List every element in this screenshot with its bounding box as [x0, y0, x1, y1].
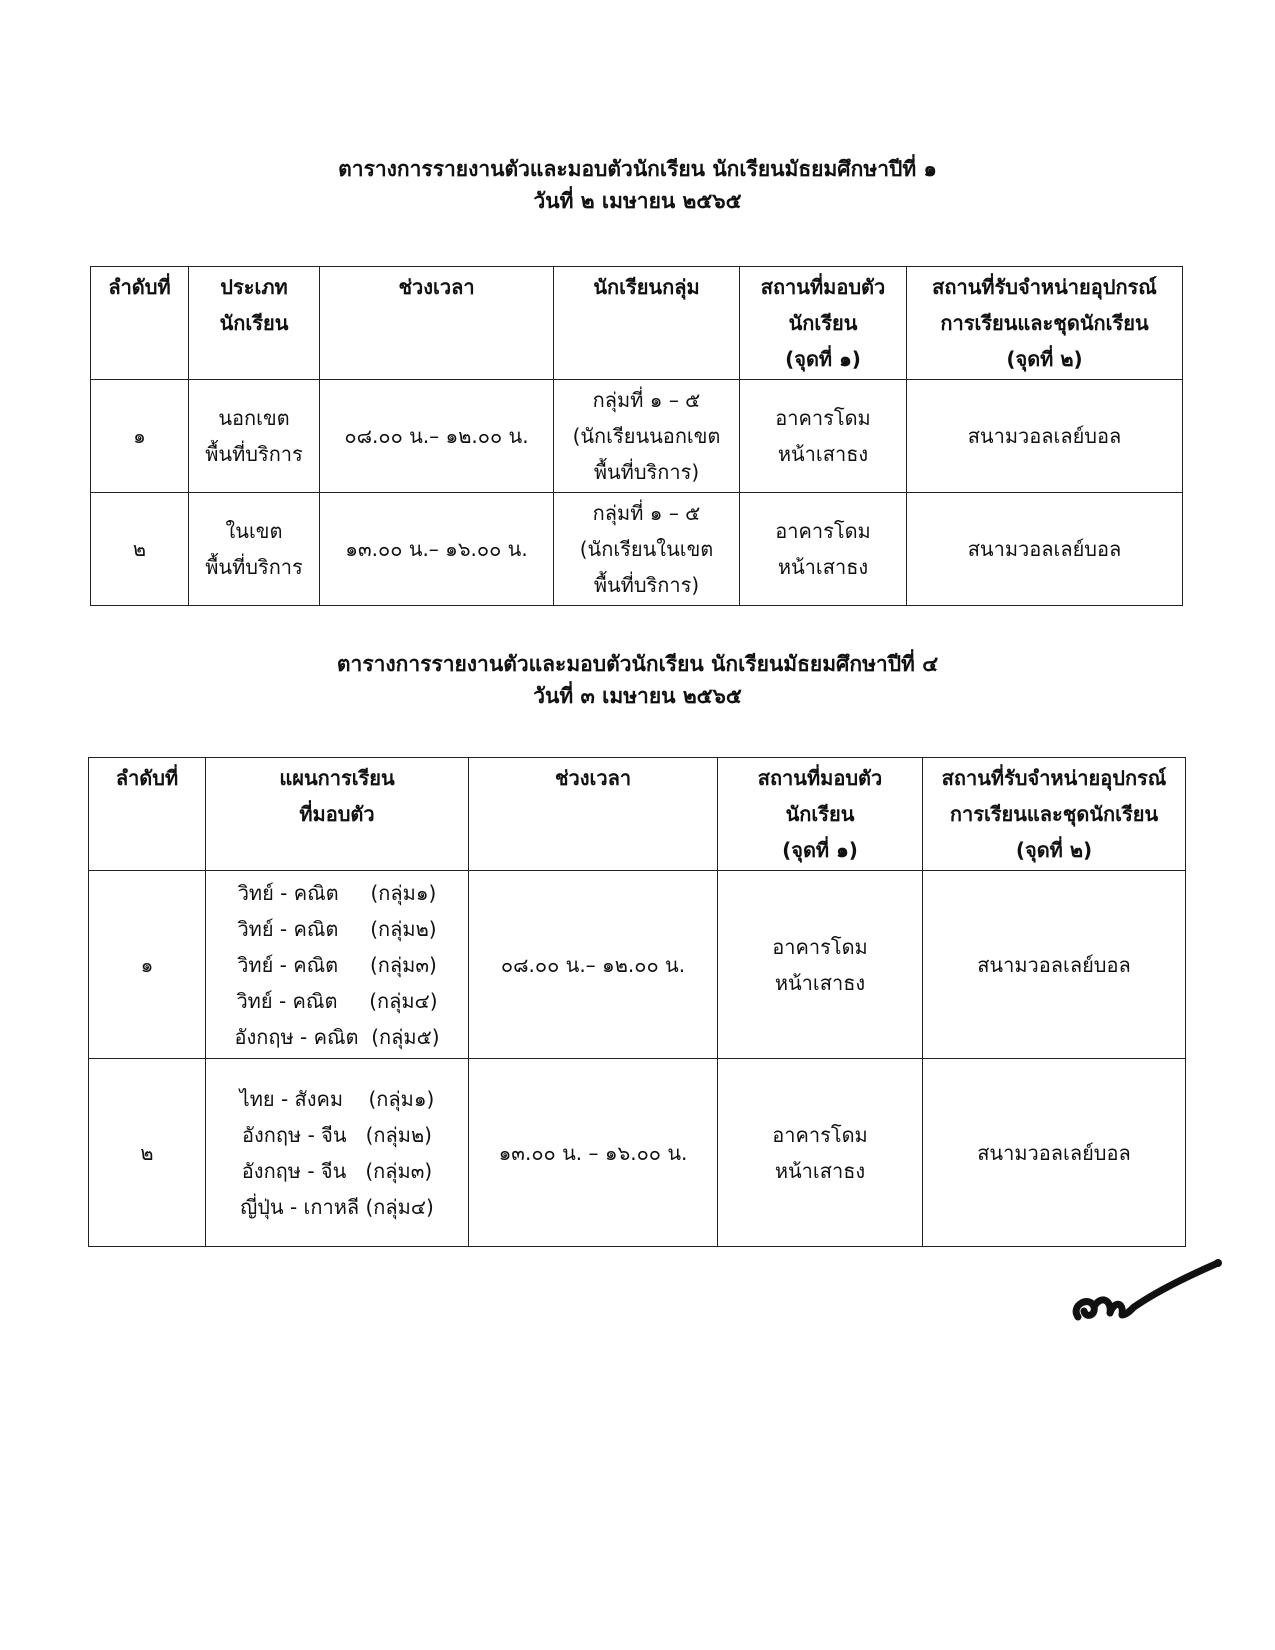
row-order: ๒: [89, 1059, 206, 1247]
table-row: [91, 380, 1183, 493]
header-plan: แผนการเรียน ที่มอบตัว: [206, 758, 469, 871]
row-shop: สนามวอลเลย์บอล: [907, 493, 1183, 606]
header-place: สถานที่มอบตัว นักเรียน (จุดที่ ๑): [718, 758, 923, 871]
table-row: [89, 1059, 1186, 1247]
header-time: ช่วงเวลา: [320, 267, 554, 380]
row-plans: [206, 871, 469, 1059]
header-shop: สถานที่รับจำหน่ายอุปกรณ์ การเรียนและชุดนักเรียน (จุดที่ ๒): [907, 267, 1183, 380]
row-order: ๑: [91, 380, 189, 493]
row-order: ๒: [91, 493, 189, 606]
plan-item: วิทย์ - คณิต (กลุ่ม๒): [237, 916, 437, 941]
row-type: นอกเขต พื้นที่บริการ: [189, 380, 320, 493]
section2-heading: [0, 648, 1275, 712]
signature-mark: [1060, 1255, 1230, 1335]
table-row: [89, 871, 1186, 1059]
header-group: นักเรียนกลุ่ม: [554, 267, 740, 380]
section1-title: ตารางการรายงานตัวและมอบตัวนักเรียน นักเรียนมัธยมศึกษาปีที่ ๑: [338, 157, 937, 181]
header-shop: สถานที่รับจำหน่ายอุปกรณ์ การเรียนและชุดนักเรียน (จุดที่ ๒): [923, 758, 1186, 871]
header-order: ลำดับที่: [89, 758, 206, 871]
section2-table: [88, 757, 1186, 1247]
row-place: อาคารโดม หน้าเสาธง: [740, 493, 907, 606]
section2-title: ตารางการรายงานตัวและมอบตัวนักเรียน นักเรียนมัธยมศึกษาปีที่ ๔: [336, 652, 939, 676]
plan-item: อังกฤษ - จีน (กลุ่ม๓): [241, 1158, 433, 1183]
table-row: [91, 493, 1183, 606]
row-shop: สนามวอลเลย์บอล: [923, 871, 1186, 1059]
section1-heading: [0, 153, 1275, 217]
row-shop: สนามวอลเลย์บอล: [923, 1059, 1186, 1247]
section2-date: วันที่ ๓ เมษายน ๒๕๖๕: [533, 684, 742, 708]
header-order: ลำดับที่: [91, 267, 189, 380]
row-type: ในเขต พื้นที่บริการ: [189, 493, 320, 606]
row-group: กลุ่มที่ ๑ – ๕ (นักเรียนในเขต พื้นที่บริการ): [554, 493, 740, 606]
plan-item: อังกฤษ - คณิต (กลุ่ม๕): [234, 1024, 440, 1049]
section1-date: วันที่ ๒ เมษายน ๒๕๖๕: [533, 189, 742, 213]
plan-item: ญี่ปุ่น - เกาหลี (กลุ่ม๔): [240, 1194, 434, 1219]
row-plans: [206, 1059, 469, 1247]
header-time: ช่วงเวลา: [469, 758, 718, 871]
row-time: ๐๘.๐๐ น.– ๑๒.๐๐ น.: [469, 871, 718, 1059]
row-time: ๐๘.๐๐ น.– ๑๒.๐๐ น.: [320, 380, 554, 493]
plan-item: ไทย - สังคม (กลุ่ม๑): [239, 1086, 435, 1111]
plan-item: วิทย์ - คณิต (กลุ่ม๑): [237, 880, 437, 905]
row-place: อาคารโดม หน้าเสาธง: [718, 871, 923, 1059]
section2-header-row: [89, 758, 1186, 871]
row-time: ๑๓.๐๐ น.– ๑๖.๐๐ น.: [320, 493, 554, 606]
row-order: ๑: [89, 871, 206, 1059]
row-place: อาคารโดม หน้าเสาธง: [718, 1059, 923, 1247]
row-shop: สนามวอลเลย์บอล: [907, 380, 1183, 493]
header-place: สถานที่มอบตัว นักเรียน (จุดที่ ๑): [740, 267, 907, 380]
section1-header-row: [91, 267, 1183, 380]
section1-table: [90, 266, 1183, 606]
plan-item: วิทย์ - คณิต (กลุ่ม๔): [236, 988, 438, 1013]
header-type: ประเภท นักเรียน: [189, 267, 320, 380]
plan-item: วิทย์ - คณิต (กลุ่ม๓): [237, 952, 437, 977]
row-place: อาคารโดม หน้าเสาธง: [740, 380, 907, 493]
row-group: กลุ่มที่ ๑ – ๕ (นักเรียนนอกเขต พื้นที่บริการ): [554, 380, 740, 493]
plan-item: อังกฤษ - จีน (กลุ่ม๒): [242, 1122, 432, 1147]
row-time: ๑๓.๐๐ น. – ๑๖.๐๐ น.: [469, 1059, 718, 1247]
